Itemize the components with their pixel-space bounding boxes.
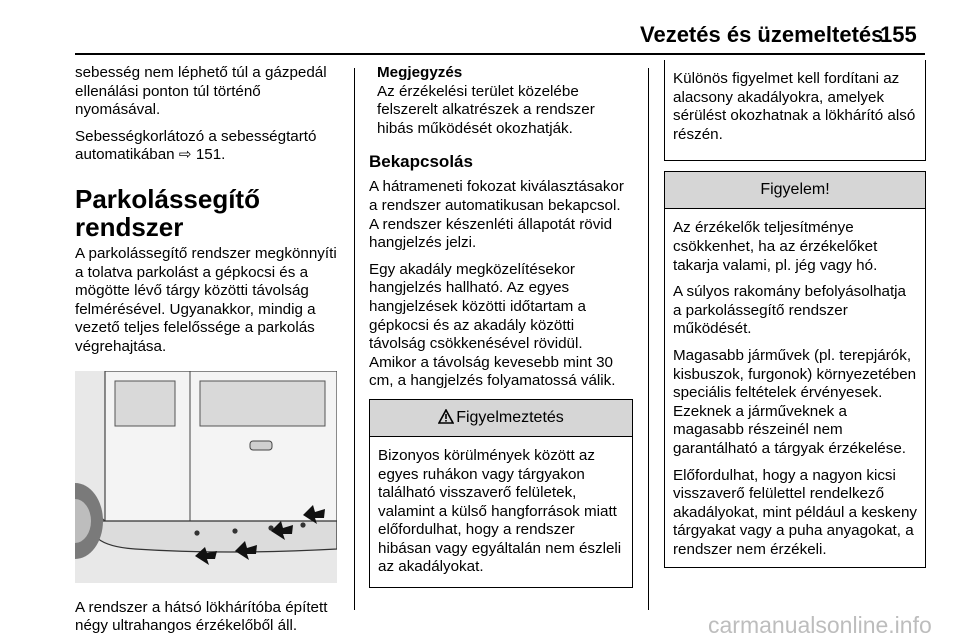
subsection-heading: Bekapcsolás (369, 152, 473, 172)
van-rear-icon (75, 371, 337, 583)
warning-header (370, 400, 632, 437)
attention-paragraph: Az érzékelők teljesítménye csökkenhet, ha az érzékelőket takarja valami, pl. jég vagy hó. (673, 219, 878, 274)
warning-box (369, 399, 633, 588)
page-ref-link[interactable]: 151. (195, 146, 226, 164)
attention-header: Figyelem! (665, 172, 925, 209)
paragraph-text: Sebességkorlátozó a sebességtartó automatikában (75, 127, 317, 164)
paragraph: A hátrameneti fokozat kiválasztásakor a rendszer automatikusan bekapcsol. A rendszer készenléti állapotát rövid hangjelzés jelzi. (369, 178, 624, 252)
column-divider (648, 68, 649, 610)
column-divider (354, 68, 355, 610)
header-rule (75, 53, 925, 55)
warning-title: Figyelmeztetés (456, 408, 564, 426)
attention-paragraph: Magasabb járművek (pl. terepjárók, kisbuszok, furgonok) környezetében speciális feltételek érvényesek. Ezeknek a járműveknek a magasabb részeinél nem garantálható a tárgyak érzékelése. (673, 346, 917, 457)
paragraph: Egy akadály megközelítésekor hangjelzés hallható. Az egyes hangjelzések közötti időtartam a gépkocsi és az akadály közötti távolság csökkenésével rövidül. Amikor a távolság kevesebb mint 30 cm, a hangjelzés folyamatossá válik. (369, 260, 616, 390)
section-heading: Parkolássegítő rendszer (75, 183, 260, 242)
page-header-title: Vezetés és üzemeltetés (640, 22, 884, 47)
warning-body (370, 437, 632, 587)
watermark: carmanualsonline.info (708, 612, 932, 638)
attention-body (665, 209, 925, 559)
note-block (369, 64, 633, 138)
note-text: Az érzékelési terület közelébe felszerelt alkatrészek a rendszer hibás működését okozhatják. (377, 82, 595, 137)
paragraph: A parkolássegítő rendszer megkönnyíti a tolatva parkolást a gépkocsi és a mögötte lévő tárgy közötti távolság felmérésével. Ugyanakkor, mindig a vezető teljes felelőssége a parkolás végrehajtása. (75, 244, 337, 355)
attention-box (664, 171, 926, 568)
note-title: Megjegyzés (377, 64, 463, 81)
box-text: Különös figyelmet kell fordítani az alacsony akadályokra, amelyek sérülést okozhatnak a lökhárító alsó részén. (673, 70, 916, 143)
warning-triangle-icon (438, 402, 454, 438)
rear-bumper-sensors-illustration (75, 371, 337, 583)
page-number: 155 (880, 22, 917, 47)
column-left (75, 64, 345, 644)
paragraph (75, 128, 345, 165)
page-ref-arrow-icon: ⇨ (178, 146, 192, 164)
column-middle (369, 64, 633, 588)
paragraph: sebesség nem léphető túl a gázpedál ellenálási ponton túl történő nyomásával. (75, 64, 327, 119)
column-right (664, 60, 926, 568)
continued-warning-box (664, 60, 926, 161)
attention-paragraph: Előfordulhat, hogy a nagyon kicsi visszaverő felülettel rendelkező akadályokat, mint például a keskeny tárgyakat vagy a puha anyagokat, a rendszer nem érzékeli. (673, 466, 917, 558)
figure-caption: A rendszer a hátsó lökhárítóba épített négy ultrahangos érzékelőből áll. (75, 598, 328, 635)
attention-paragraph: A súlyos rakomány befolyásolhatja a parkolássegítő rendszer működését. (673, 283, 907, 338)
warning-text: Bizonyos körülmények között az egyes ruhákon vagy tárgyakon található visszaverő felületek, valamint a külső hangforrások miatt előfordulhat, hogy a rendszer hibásan vagy egyáltalán nem észleli az akadályokat. (378, 446, 622, 576)
